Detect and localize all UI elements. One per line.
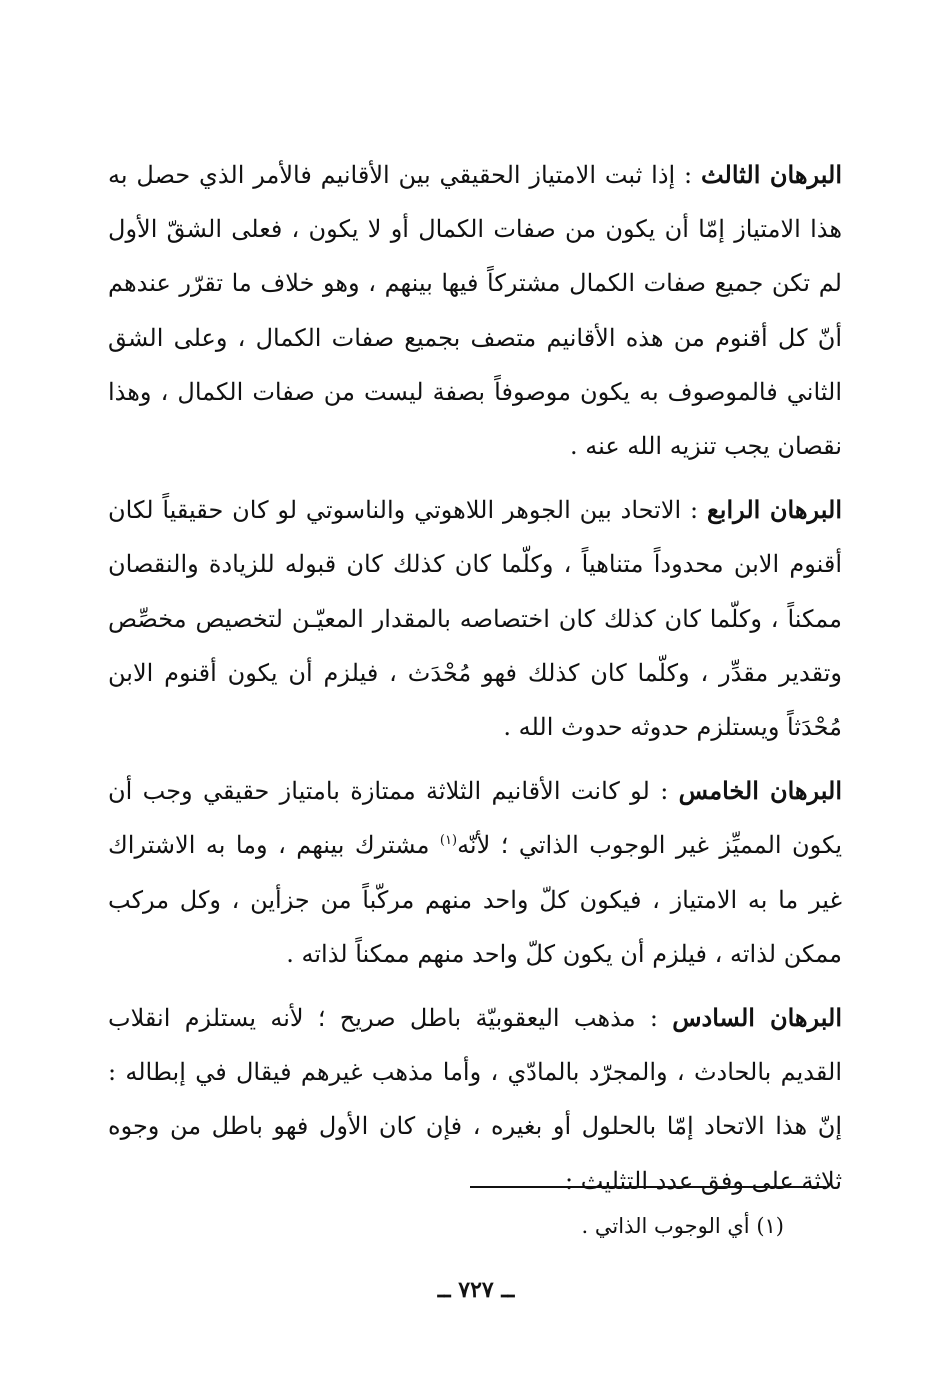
paragraph-third-proof (108, 148, 842, 473)
footnote-divider (470, 1186, 826, 1188)
paragraph-heading: البرهان الخامس (678, 776, 843, 806)
footnote: (١) أي الوجوب الذاتي . (581, 1214, 784, 1238)
paragraph-text: : الاتحاد بين الجوهر اللاهوتي والناسوتي لو كان حقيقياً لكان أقنوم الابن محدوداً متناهياً ، وكلّما كان كذلك كان قبوله للزيادة والنقصان ممكناً ، وكلّما كان كذلك كان اختصاصه بالمقدار المعيّـن لتخصيص مخصِّص وتقدير مقدِّر ، وكلّما كان كذلك فهو مُحْدَث ، فيلزم أن يكون أقنوم الابن مُحْدَثاً ويستلزم حدوثه حدوث الله . (108, 496, 842, 742)
paragraph-text: : لو كانت الأقانيم الثلاثة ممتازة بامتياز حقيقي وجب أن يكون المميِّز غير الوجوب الذاتي ؛ لأنّه (108, 777, 843, 860)
paragraph-text-continued: مشترك بينهم ، وما به الاشتراك غير ما به الامتياز ، فيكون كلّ واحد منهم مركّباً من جزأين ، وكل مركب ممكن لذاته ، فيلزم أن يكون كلّ واحد منهم ممكناً لذاته . (108, 831, 842, 968)
paragraph-sixth-proof (108, 991, 842, 1208)
paragraph-fourth-proof (108, 483, 842, 754)
paragraph-fifth-proof (108, 764, 842, 981)
paragraph-text: : إذا ثبت الامتياز الحقيقي بين الأقانيم فالأمر الذي حصل به هذا الامتياز إمّا أن يكون من صفات الكمال أو لا يكون ، فعلى الشقّ الأول لم تكن جميع صفات الكمال مشتركاً فيها بينهم ، وهو خلاف ما تقرّر عندهم أنّ كل أقنوم من هذه الأقانيم متصف بجميع صفات الكمال ، وعلى الشق الثاني فالموصوف به يكون موصوفاً بصفة ليست من صفات الكمال ، وهذا نقصان يجب تنزيه الله عنه . (108, 161, 842, 461)
main-text (108, 148, 842, 1218)
paragraph-heading: البرهان الرابع (707, 495, 842, 525)
footnote-reference[interactable]: (١) (439, 833, 458, 849)
paragraph-heading: البرهان الثالث (700, 160, 842, 189)
paragraph-text: : مذهب اليعقوبيّة باطل صريح ؛ لأنه يستلزم انقلاب القديم بالحادث ، والمجرّد بالمادّي ، وأما مذهب غيرهم فيقال في إبطاله : إنّ هذا الاتحاد إمّا بالحلول أو بغيره ، فإن كان الأول فهو باطل من وجوه ثلاثة على وفق عدد التثليث : (108, 1004, 842, 1195)
page-number: ــ ٧٢٧ ــ (437, 1277, 515, 1303)
paragraph-heading: البرهان السادس (672, 1003, 842, 1033)
